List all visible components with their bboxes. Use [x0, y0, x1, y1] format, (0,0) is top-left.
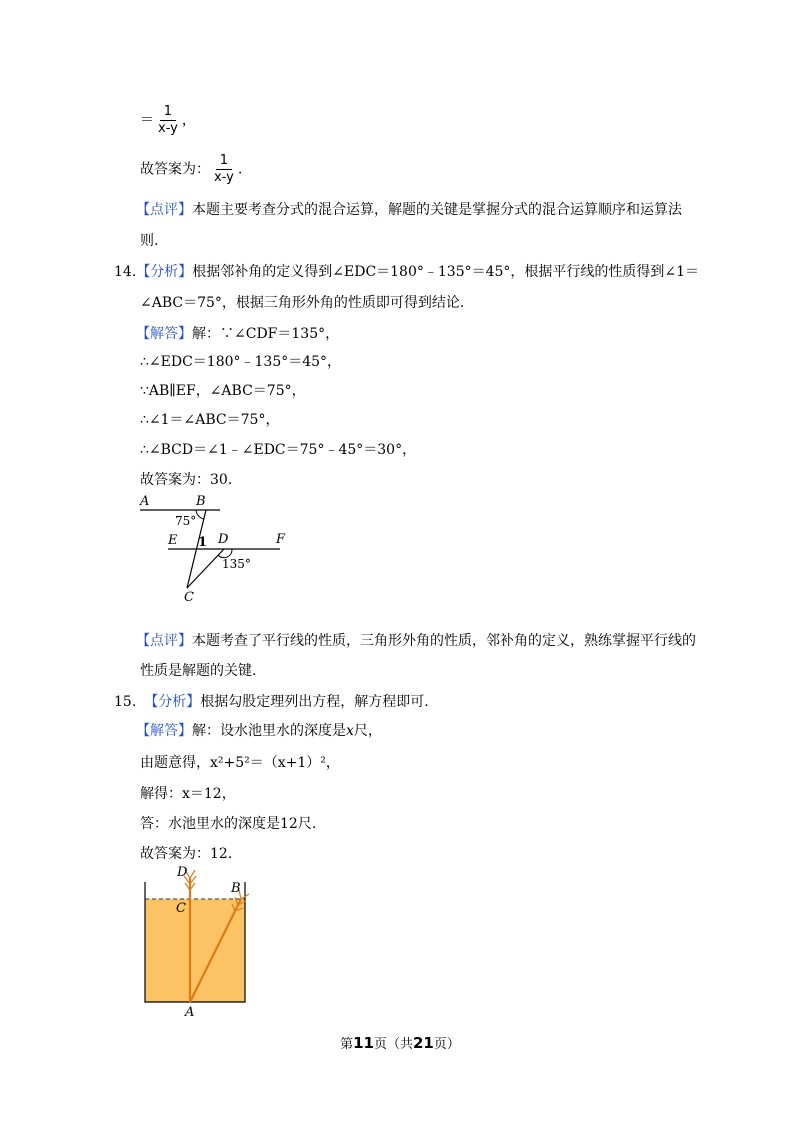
analysis-text: 根据勾股定理列出方程，解方程即可. [200, 694, 429, 710]
label-135: 135° [222, 557, 251, 571]
q14-step-5: ∴∠BCD＝∠1﹣∠EDC＝75°﹣45°＝30°， [140, 442, 417, 458]
fraction-denominator: x-y [158, 121, 178, 136]
q14-step-3: ∵AB∥EF，∠ABC＝75°， [140, 383, 306, 399]
fraction [154, 104, 182, 137]
review-line-2 [140, 231, 158, 251]
footer-suffix: 页） [433, 1037, 460, 1052]
analysis-tag: 【分析】 [136, 264, 193, 280]
footer-mid: 页（共 [373, 1037, 413, 1052]
page-footer [0, 1033, 800, 1052]
q14-step-4: ∴∠1＝∠ABC＝75°， [140, 412, 280, 428]
label-e: E [168, 533, 178, 548]
label-c: C [176, 901, 186, 916]
review-tag: 【点评】 [136, 202, 192, 218]
q15-step-5: 故答案为：12. [140, 846, 233, 862]
q14-review-line-2: 性质是解题的关键. [140, 663, 257, 679]
review-line-1 [136, 200, 682, 220]
review-text-cont: 则. [140, 233, 159, 249]
label-1: 1 [198, 535, 208, 550]
solution-tag: 【解答】 [136, 326, 192, 342]
review-text: 本题考查了平行线的性质，三角形外角的性质，邻补角的定义，熟练掌握平行线的 [192, 633, 696, 649]
question-number: 14. [114, 264, 137, 280]
q14-geometry-figure [130, 492, 300, 604]
footer-prefix: 第 [340, 1037, 354, 1052]
answer-prefix: 故答案为： [140, 161, 210, 178]
page-total: 21 [413, 1034, 434, 1052]
angle-arc-75 [196, 510, 204, 519]
analysis-text: 根据邻补角的定义得到∠EDC＝180°﹣135°＝45°，根据平行线的性质得到∠1＝ [192, 264, 700, 280]
equals-sign: ＝ [140, 112, 154, 129]
solution-step: 解：∵∠CDF＝135°， [192, 326, 340, 342]
label-d: D [177, 865, 188, 880]
analysis-tag: 【分析】 [144, 694, 201, 710]
label-d: D [218, 532, 229, 547]
q14-step-6: 故答案为：30. [140, 472, 233, 488]
q14-review-line-1 [136, 631, 696, 651]
q14-step-2: ∴∠EDC＝180°﹣135°＝45°， [140, 354, 342, 370]
label-b: B [231, 881, 241, 896]
label-b: B [196, 494, 206, 509]
q15-step-2 [140, 753, 340, 773]
question-number: 15. [114, 694, 137, 710]
label-a: A [140, 494, 150, 509]
variable-x: x [346, 723, 354, 739]
answer-fraction [210, 153, 238, 186]
label-f: F [276, 532, 286, 547]
period: . [237, 161, 243, 178]
solution-step: 解：设水池里水的深度是 [192, 723, 346, 739]
water [145, 899, 245, 1002]
label-75: 75° [175, 514, 197, 528]
review-text: 本题主要考查分式的混合运算，解题的关键是掌握分式的混合运算顺序和运算法 [192, 202, 682, 218]
equation: x²+5²＝（x+1）²， [210, 755, 340, 771]
page-number: 11 [353, 1034, 374, 1052]
analysis-text-cont: ∠ABC＝75°，根据三角形外角的性质即可得到结论. [140, 295, 465, 311]
solution-tag: 【解答】 [136, 723, 192, 739]
fraction-numerator: 1 [160, 104, 176, 121]
fraction-denominator: x-y [214, 170, 234, 185]
fraction-numerator: 1 [216, 153, 232, 170]
q15-step-4: 答：水池里水的深度是12尺. [140, 816, 317, 832]
q15-step-3: 解得：x＝12， [140, 786, 236, 802]
comma: ， [181, 112, 196, 129]
answer-line [140, 153, 242, 186]
equation-line [140, 104, 196, 137]
solution-step-end: 尺， [353, 723, 382, 739]
label-c: C [184, 590, 194, 604]
step-prefix: 由题意得， [140, 755, 210, 771]
q14-analysis-line-1 [114, 262, 699, 282]
q15-pool-figure [135, 864, 255, 1018]
review-tag: 【点评】 [136, 633, 192, 649]
q15-solution-line-1 [136, 721, 382, 741]
q15-analysis-line [114, 692, 429, 712]
label-a: A [185, 1005, 195, 1018]
q14-analysis-line-2 [140, 293, 464, 313]
q14-solution-line-1 [136, 324, 339, 344]
